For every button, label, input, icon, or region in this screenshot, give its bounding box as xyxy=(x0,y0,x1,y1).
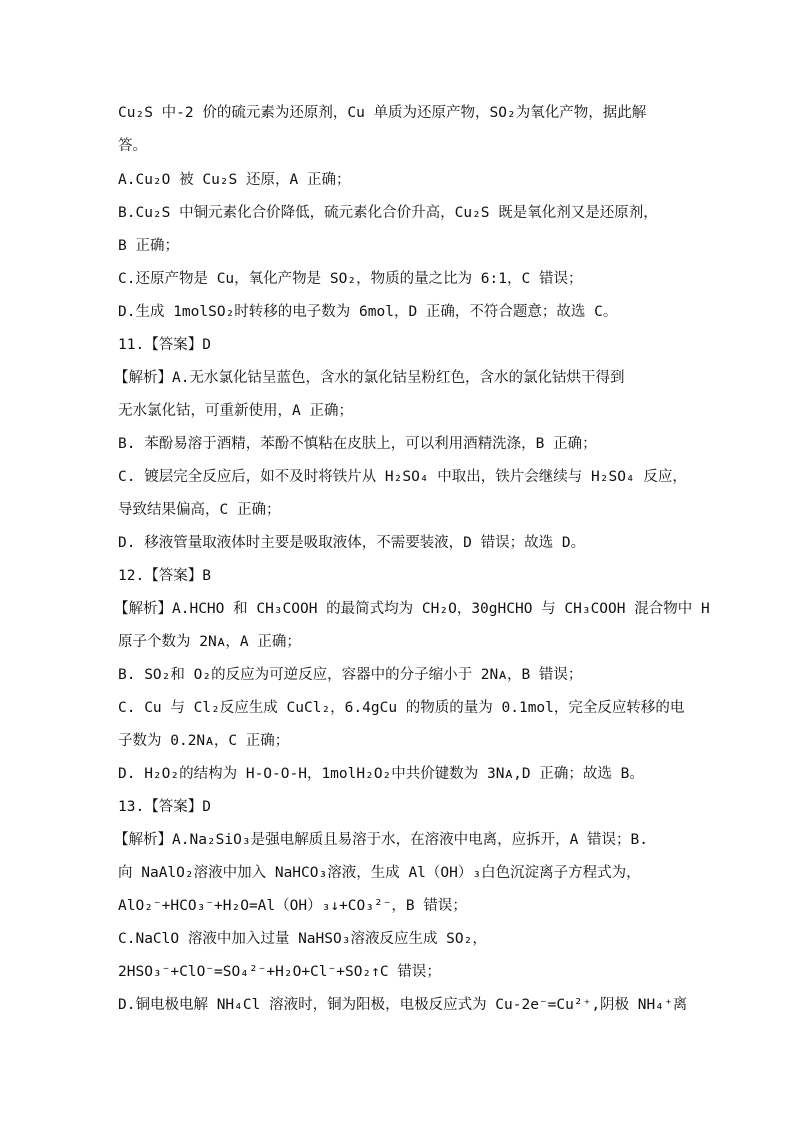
equation-line: AlO₂⁻+HCO₃⁻+H₂O=Al（OH）₃↓+CO₃²⁻，B 错误； xyxy=(118,898,467,914)
text-line: Cu₂S 中-2 价的硫元素为还原剂，Cu 单质为还原产物，SO₂为氧化产物，据此解 xyxy=(118,105,647,121)
text-line: B. 苯酚易溶于酒精，苯酚不慎粘在皮肤上，可以利用酒精洗涤，B 正确； xyxy=(118,436,597,452)
text-line: 答。 xyxy=(118,138,147,154)
text-line: A.Cu₂O 被 Cu₂S 还原，A 正确； xyxy=(118,172,351,188)
text-line: C. Cu 与 Cl₂反应生成 CuCl₂，6.4gCu 的物质的量为 0.1mol，完全反应转移的电 xyxy=(118,700,685,716)
text-line: 子数为 0.2Nᴀ，C 正确； xyxy=(118,733,290,749)
text-line: C.还原产物是 Cu，氧化产物是 SO₂，物质的量之比为 6:1，C 错误； xyxy=(118,271,583,287)
analysis-line: 【解析】A.HCHO 和 CH₃COOH 的最简式均为 CH₂O，30gHCHO 与 CH₃COOH 混合物中 H xyxy=(114,601,710,617)
text-line: 向 NaAlO₂溶液中加入 NaHCO₃溶液，生成 Al（OH）₃白色沉淀离子方程式为， xyxy=(118,865,641,881)
answer-heading: 13.【答案】D xyxy=(118,799,211,815)
text-line: D.铜电极电解 NH₄Cl 溶液时，铜为阳极，电极反应式为 Cu-2e⁻=Cu²⁺,阴极 NH₄⁺离 xyxy=(118,997,688,1013)
text-line: B. SO₂和 O₂的反应为可逆反应，容器中的分子缩小于 2Nᴀ，B 错误； xyxy=(118,667,583,683)
text-line: D.生成 1molSO₂时转移的电子数为 6mol，D 正确，不符合题意；故选 C。 xyxy=(118,304,618,320)
analysis-line: 【解析】A.Na₂SiO₃是强电解质且易溶于水，在溶液中电离，应拆开，A 错误；B. xyxy=(114,832,648,848)
text-line: B.Cu₂S 中铜元素化合价降低，硫元素化合价升高，Cu₂S 既是氧化剂又是还原剂， xyxy=(118,205,658,221)
text-line: 原子个数为 2Nᴀ，A 正确； xyxy=(118,634,301,650)
text-line: B 正确； xyxy=(118,238,179,254)
text-line: 无水氯化钴，可重新使用，A 正确； xyxy=(118,403,353,419)
answer-heading: 11.【答案】D xyxy=(118,337,211,353)
analysis-line: 【解析】A.无水氯化钴呈蓝色，含水的氯化钴呈粉红色，含水的氯化钴烘干得到 xyxy=(114,370,625,386)
text-line: 导致结果偏高，C 正确； xyxy=(118,502,281,518)
equation-line: 2HSO₃⁻+ClO⁻=SO₄²⁻+H₂O+Cl⁻+SO₂↑C 错误； xyxy=(118,964,441,980)
text-line: C. 镀层完全反应后，如不及时将铁片从 H₂SO₄ 中取出，铁片会继续与 H₂SO₄ 反应， xyxy=(118,469,687,485)
text-line: C.NaClO 溶液中加入过量 NaHSO₃溶液反应生成 SO₂， xyxy=(118,931,487,947)
text-line: D. H₂O₂的结构为 H-O-O-H，1molH₂O₂中共价键数为 3Nᴀ,D 正确；故选 B。 xyxy=(118,766,644,782)
answer-heading: 12.【答案】B xyxy=(118,568,211,584)
text-line: D. 移液管量取液体时主要是吸取液体，不需要装液，D 错误；故选 D。 xyxy=(118,535,586,551)
